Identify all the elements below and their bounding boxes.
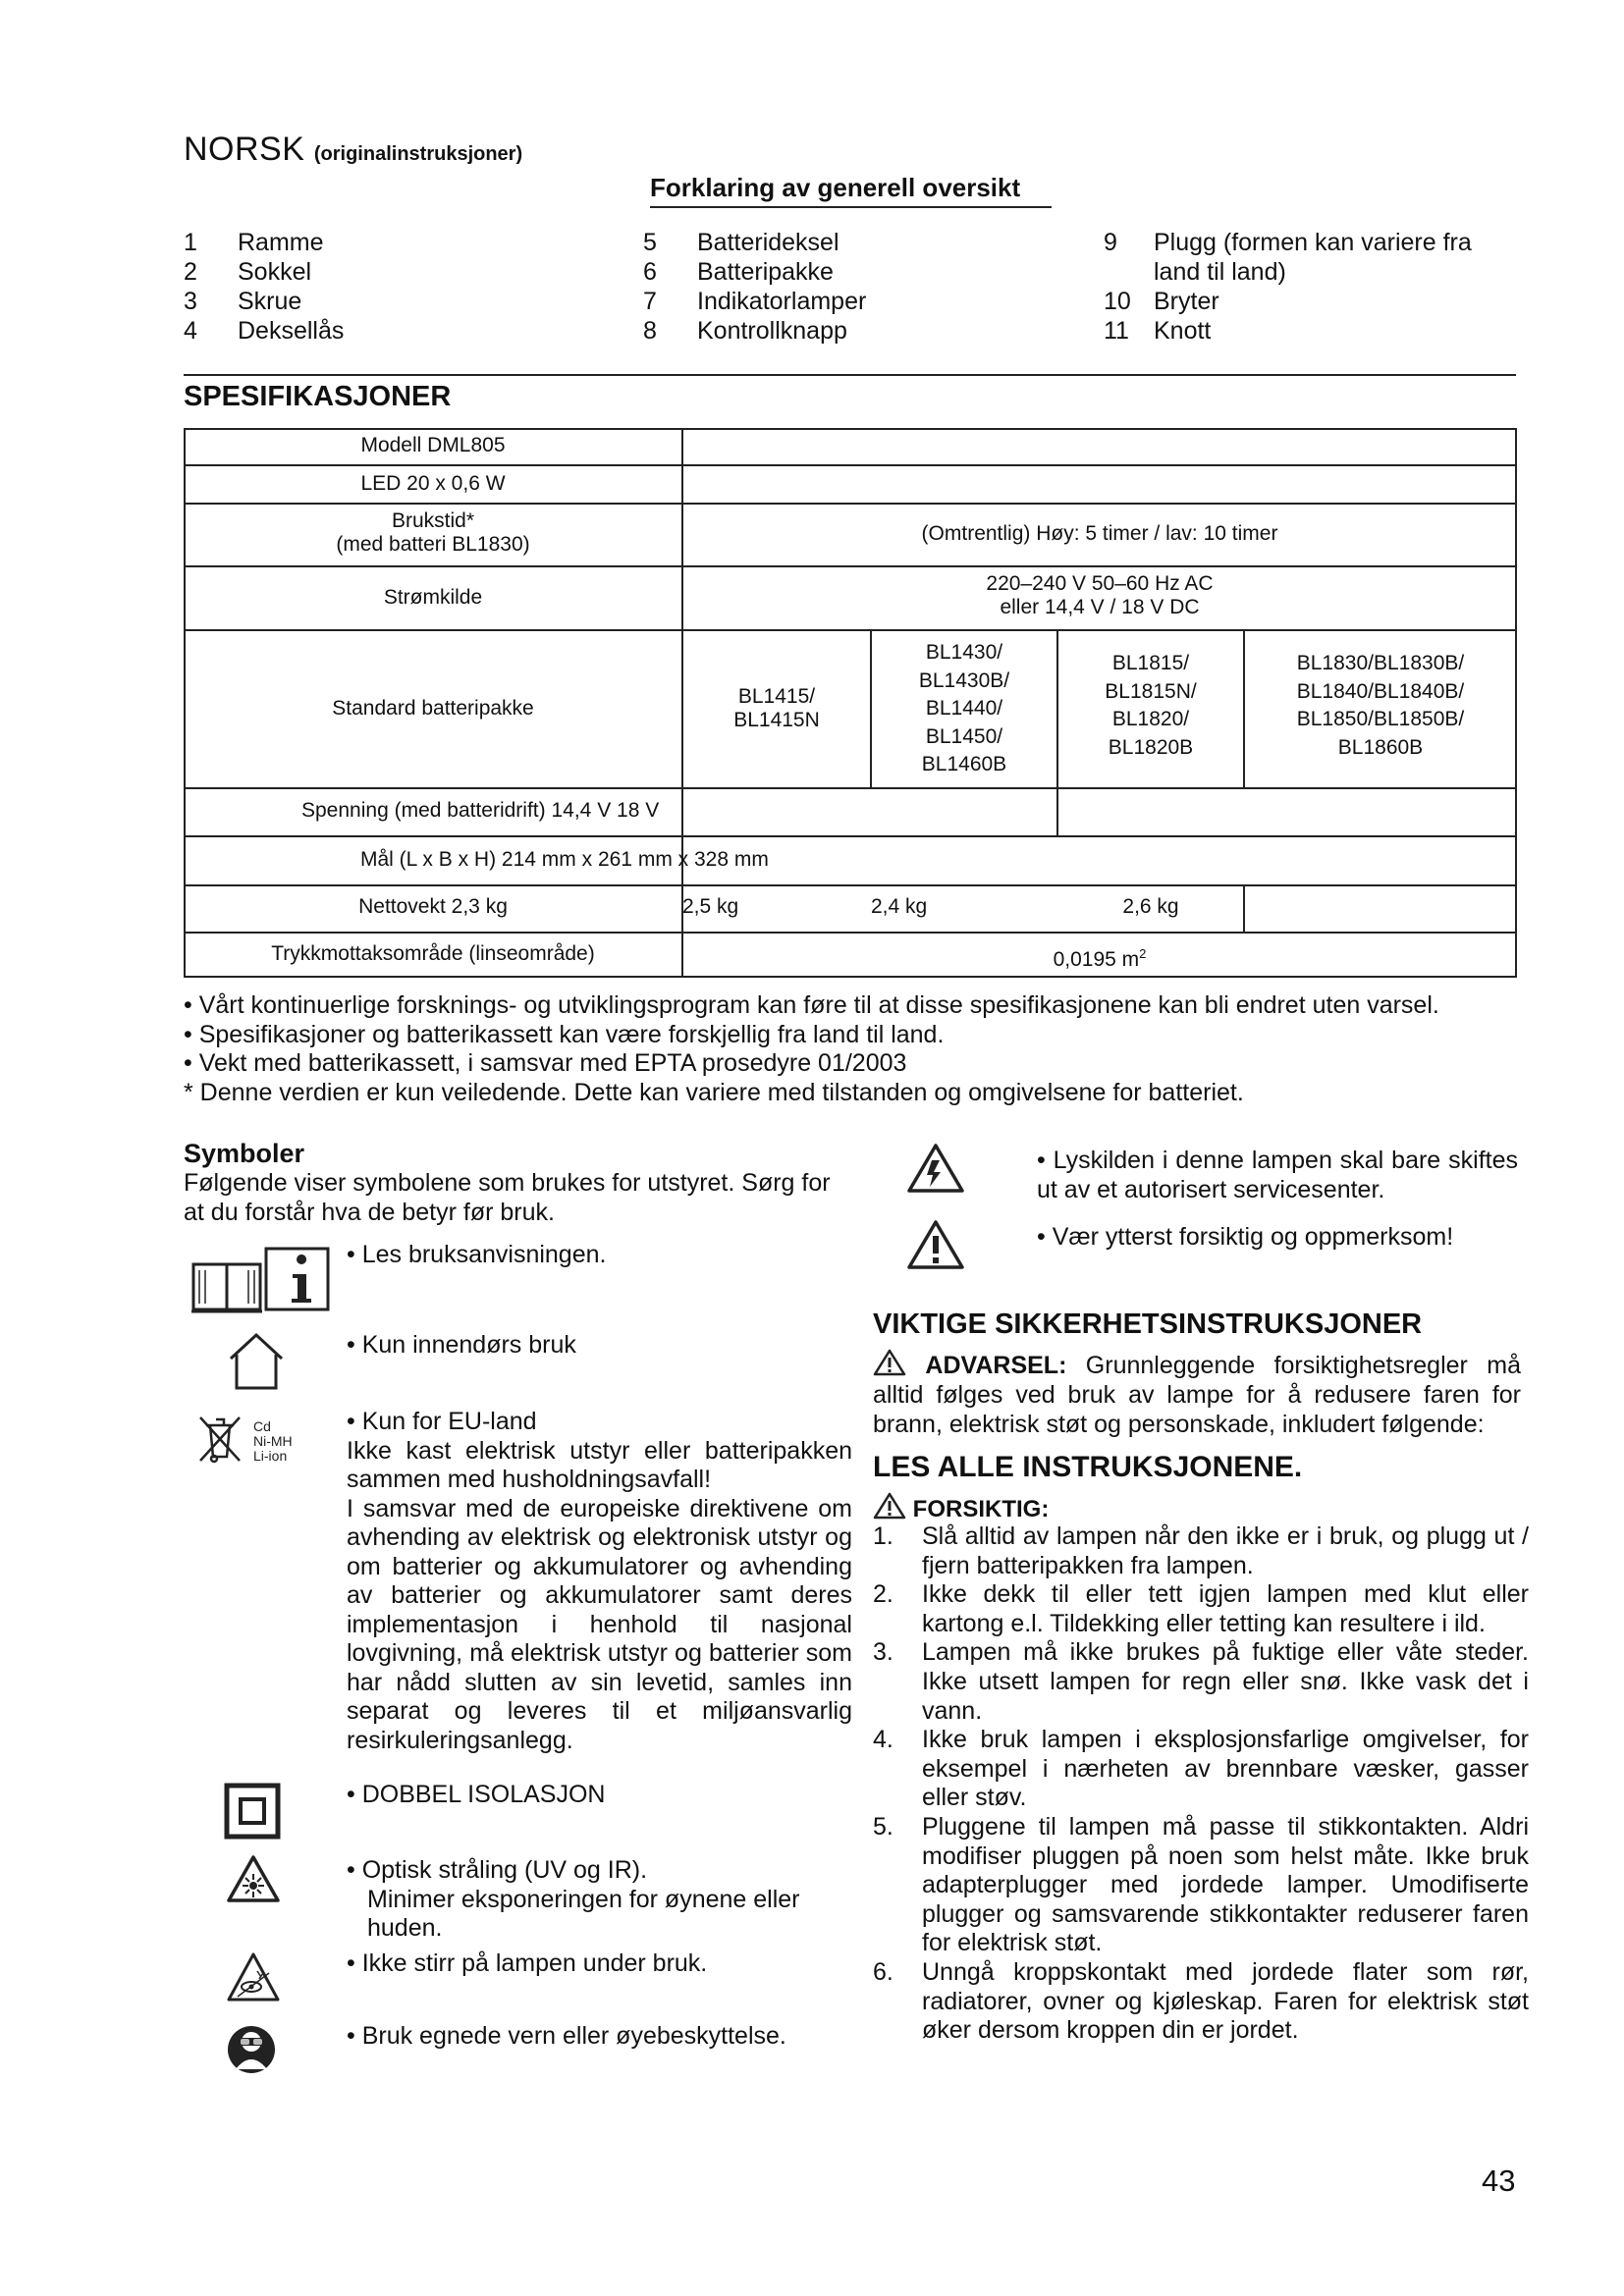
warning-paragraph (873, 1349, 1521, 1439)
no-stare-icon (226, 1951, 281, 2009)
model-cell: Modell DML805 (360, 434, 506, 456)
power-source-label: Strømkilde (383, 586, 483, 609)
warning-label: ADVARSEL: (925, 1352, 1067, 1379)
dimensions-value-a: 214 mm x 261 mm (501, 848, 673, 871)
weight-value-3: 2,4 kg (871, 895, 928, 918)
read-manual-text: • Les bruksanvisningen. (347, 1241, 607, 1268)
optical-radiation-icon (226, 1854, 281, 1908)
language-heading (184, 131, 522, 169)
overview-underline (650, 206, 1052, 208)
list-item: 3. Lampen må ikke brukes på fuktige eller våte steder. Ikke utsett lampen for regn eller snø. Ikke vask det i vann. (873, 1638, 1529, 1725)
note-item: • Vekt med batterikassett, i samsvar med EPTA prosedyre 01/2003 (184, 1049, 907, 1077)
dimensions-label: Mål (L x B x H) (360, 848, 497, 871)
led-cell: LED 20 x 0,6 W (360, 472, 506, 495)
weight-row-label (184, 895, 682, 919)
optical-radiation-text: • Optisk stråling (UV og IR). Minimer eksponeringen for øynene eller huden. (347, 1856, 800, 1942)
note-item: * Denne verdien er kun veiledende. Dette kan variere med tilstanden og omgivelsene for batteriet. (184, 1078, 1244, 1106)
caution-icon (906, 1219, 965, 1275)
runtime-value: (Omtrentlig) Høy: 5 timer / lav: 10 timer (921, 522, 1278, 545)
list-item: 2. Ikke dekk til eller tett igjen lampen med klut eller kartong e.l. Tildekking eller tetting kan resultere i ild. (873, 1580, 1529, 1637)
section-divider (184, 374, 1516, 376)
language-subtitle: (originalinstruksjoner) (313, 143, 523, 165)
area-label: Trykkmottaksområde (linseområde) (271, 942, 595, 965)
voltage-value-a: 14,4 V (551, 799, 612, 822)
read-all-heading: LES ALLE INSTRUKSJONENE. (873, 1451, 1303, 1483)
voltage-row (301, 799, 659, 823)
specifications-title: SPESIFIKASJONER (184, 381, 452, 412)
area-value: 0,0195 $m^2$ (1053, 946, 1147, 971)
safety-title: VIKTIGE SIKKERHETSINSTRUKSJONER (873, 1308, 1423, 1340)
recycling-bin-icon (196, 1414, 244, 1469)
battery-option-d: BL1830/BL1830B/ BL1840/BL1840B/ BL1850/BL1850B/ BL1860B (1296, 652, 1465, 759)
eu-disposal-text (347, 1408, 852, 1755)
caution-heading (873, 1492, 1049, 1523)
power-source-value: 220–240 V 50–60 Hz AC eller 14,4 V / 18 V DC (986, 572, 1214, 618)
eu-disposal-para-1: Ikke kast elektrisk utstyr eller batteripakken sammen med husholdningsavfall! (347, 1436, 852, 1493)
battery-option-b: BL1430/ BL1430B/ BL1440/ BL1450/ BL1460B (918, 641, 1010, 775)
dimensions-row (360, 848, 769, 872)
voltage-value-b: 18 V (617, 799, 660, 822)
indoor-use-icon (225, 1331, 288, 1397)
eye-protection-icon (226, 2024, 277, 2080)
warning-icon (873, 1349, 906, 1376)
list-item: 1. Slå alltid av lampen når den ikke er i bruk, og plugg ut / fjern batteripakken fra lampen. (873, 1522, 1529, 1579)
weight-label: Nettovekt (358, 895, 446, 918)
warning-text: Grunnleggende forsiktighetsregler må alltid følges ved bruk av lampe for å redusere faren for brann, elektrisk støt og personskade, inkludert følgende: (873, 1352, 1521, 1438)
weight-value-2: 2,5 kg (682, 895, 739, 918)
specifications-table (184, 428, 1517, 978)
double-insulation-text: • DOBBEL ISOLASJON (347, 1781, 606, 1808)
spec-notes (184, 991, 1439, 1107)
voltage-label: Spenning (med batteridrift) (301, 799, 546, 822)
list-item: 4. Ikke bruk lampen i eksplosjonsfarlige omgivelser, for eksempel i nærheten av brennbare væsker, gasser eller støv. (873, 1726, 1529, 1812)
electric-shock-icon (906, 1143, 965, 1199)
runtime-label: Brukstid* (med batteri BL1830) (336, 509, 530, 556)
battery-label: Standard batteripakke (332, 697, 534, 720)
battery-types: Cd Ni-MH Li-ion (253, 1418, 293, 1464)
dimensions-value-b: x 328 mm (677, 848, 769, 871)
battery-option-c: BL1815/ BL1815N/ BL1820/ BL1820B (1105, 652, 1197, 759)
double-insulation-icon (224, 1783, 281, 1844)
language-title: NORSK (184, 131, 305, 168)
battery-option-a: BL1415/ BL1415N (733, 685, 820, 731)
weight-value-1: 2,3 kg (451, 895, 508, 918)
caution-small-icon (873, 1492, 906, 1520)
caution-list (873, 1522, 1529, 2046)
read-manual-icon (189, 1245, 332, 1320)
eye-protection-text: • Bruk egnede vern eller øyebeskyttelse. (347, 2022, 786, 2050)
weight-value-4: 2,6 kg (1122, 895, 1179, 918)
list-item: 5. Pluggene til lampen må passe til stikkontakten. Aldri modifiser pluggen på noen som helst måte. Ikke bruk adapterplugger med jordede lamper. Umodifiserte plugger og samsvarende stikkontakter reduserer faren for elektrisk støt. (873, 1812, 1529, 1957)
list-item: 6. Unngå kroppskontakt med jordede flater som rør, radiatorer, ovner og kjøleskap. Faren for elektrisk støt øker dersom kroppen din er jordet. (873, 1957, 1529, 2045)
note-item: • Vårt kontinuerlige forsknings- og utviklingsprogram kan føre til at disse spesifikasjonene kan bli endret uten varsel. (184, 991, 1439, 1019)
light-source-warning: • Lyskilden i denne lampen skal bare skiftes ut av et autorisert servicesenter. (1037, 1147, 1518, 1203)
caution-label: FORSIKTIG: (912, 1496, 1050, 1522)
symbols-intro: Følgende viser symbolene som brukes for utstyret. Sørg for at du forstår hva de betyr før bruk. (184, 1169, 831, 1226)
symbols-heading: Symboler (184, 1139, 305, 1168)
overview-title: Forklaring av generell oversikt (650, 173, 1021, 202)
note-item: • Spesifikasjoner og batterikassett kan være forskjellig fra land til land. (184, 1020, 945, 1048)
indoor-use-text: • Kun innendørs bruk (347, 1331, 576, 1359)
caution-text: • Vær ytterst forsiktig og oppmerksom! (1037, 1223, 1454, 1251)
no-stare-text: • Ikke stirr på lampen under bruk. (347, 1949, 708, 1977)
eu-disposal-title: • Kun for EU-land (347, 1408, 537, 1435)
eu-disposal-para-2: I samsvar med de europeiske direktivene om avhending av elektrisk og elektronisk utstyr og om batterier og akkumulatorer og avhending av batterier og akkumulatorer samt deres implementasjon i henhold til nasjonal lovgivning, må elektrisk utstyr og batterier som har nådd slutten av sin levetid, samles inn separat og leveres til et miljøansvarlig resirkuleringsanlegg. (347, 1494, 852, 1754)
page-number: 43 (1482, 2163, 1516, 2198)
